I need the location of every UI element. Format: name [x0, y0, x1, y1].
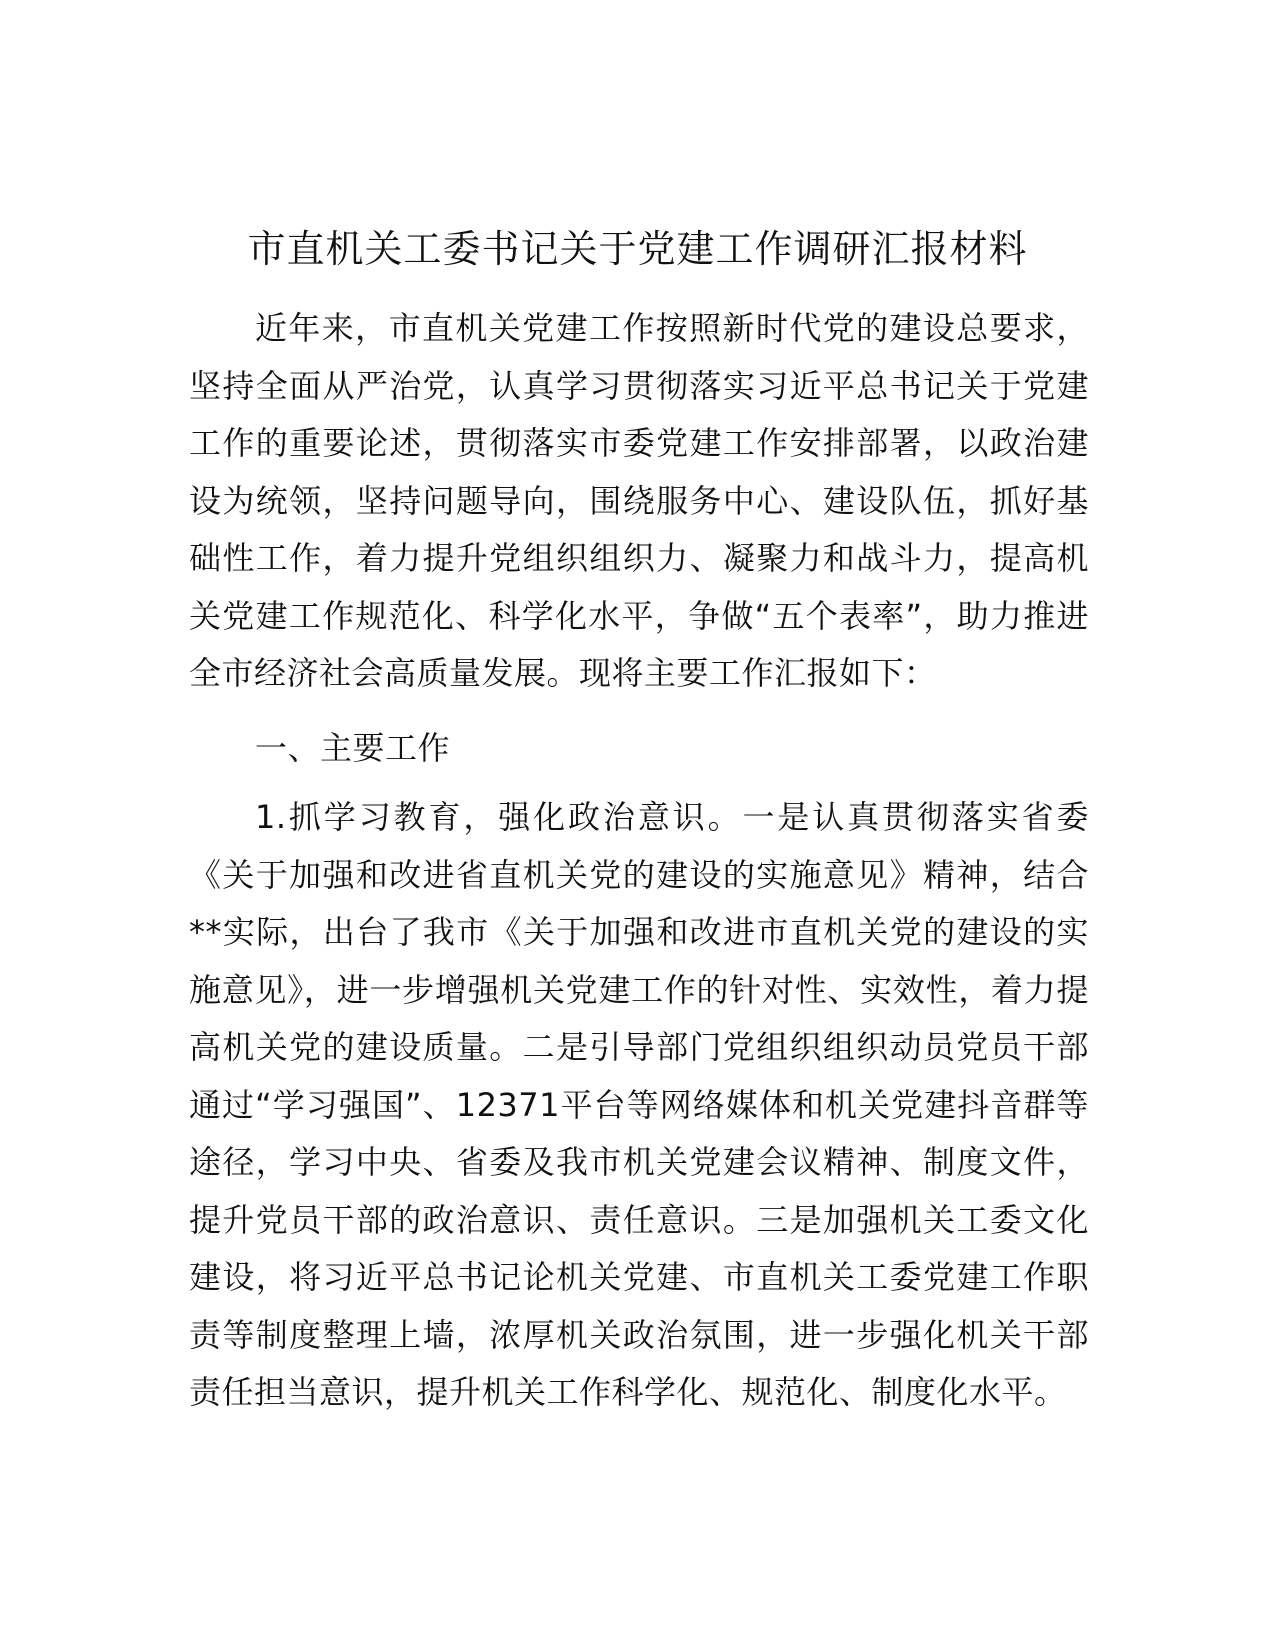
- document-title: 市直机关工委书记关于党建工作调研汇报材料: [247, 227, 1028, 271]
- intro-paragraph: 近年来，市直机关党建工作按照新时代党的建设总要求，坚持全面从严治党，认真学习贯彻落实习近平总书记关于党建工作的重要论述，贯彻落实市委党建工作安排部署，以政治建设为统领，坚持问题导向，围绕服务中心、建设队伍，抓好基础性工作，着力提升党组织组织力、凝聚力和战斗力，提高机关党建工作规范化、科学化水平，争做“五个表率”，助力推进全市经济社会高质量发展。现将主要工作汇报如下：: [189, 309, 1089, 692]
- section-heading: 一、主要工作: [255, 729, 451, 767]
- item-1-paragraph: 1.抓学习教育，强化政治意识。一是认真贯彻落实省委《关于加强和改进省直机关党的建设的实施意见》精神，结合**实际，出台了我市《关于加强和改进市直机关党的建设的实施意见》，进一步增强机关党建工作的针对性、实效性，着力提高机关党的建设质量。二是引导部门党组织组织动员党员干部通过“学习强国”、12371平台等网络媒体和机关党建抖音群等途径，学习中央、省委及我市机关党建会议精神、制度文件，提升党员干部的政治意识、责任意识。三是加强机关工委文化建设，将习近平总书记论机关党建、市直机关工委党建工作职责等制度整理上墙，浓厚机关政治氛围，进一步强化机关干部责任担当意识，提升机关工作科学化、规范化、制度化水平。: [189, 798, 1089, 1411]
